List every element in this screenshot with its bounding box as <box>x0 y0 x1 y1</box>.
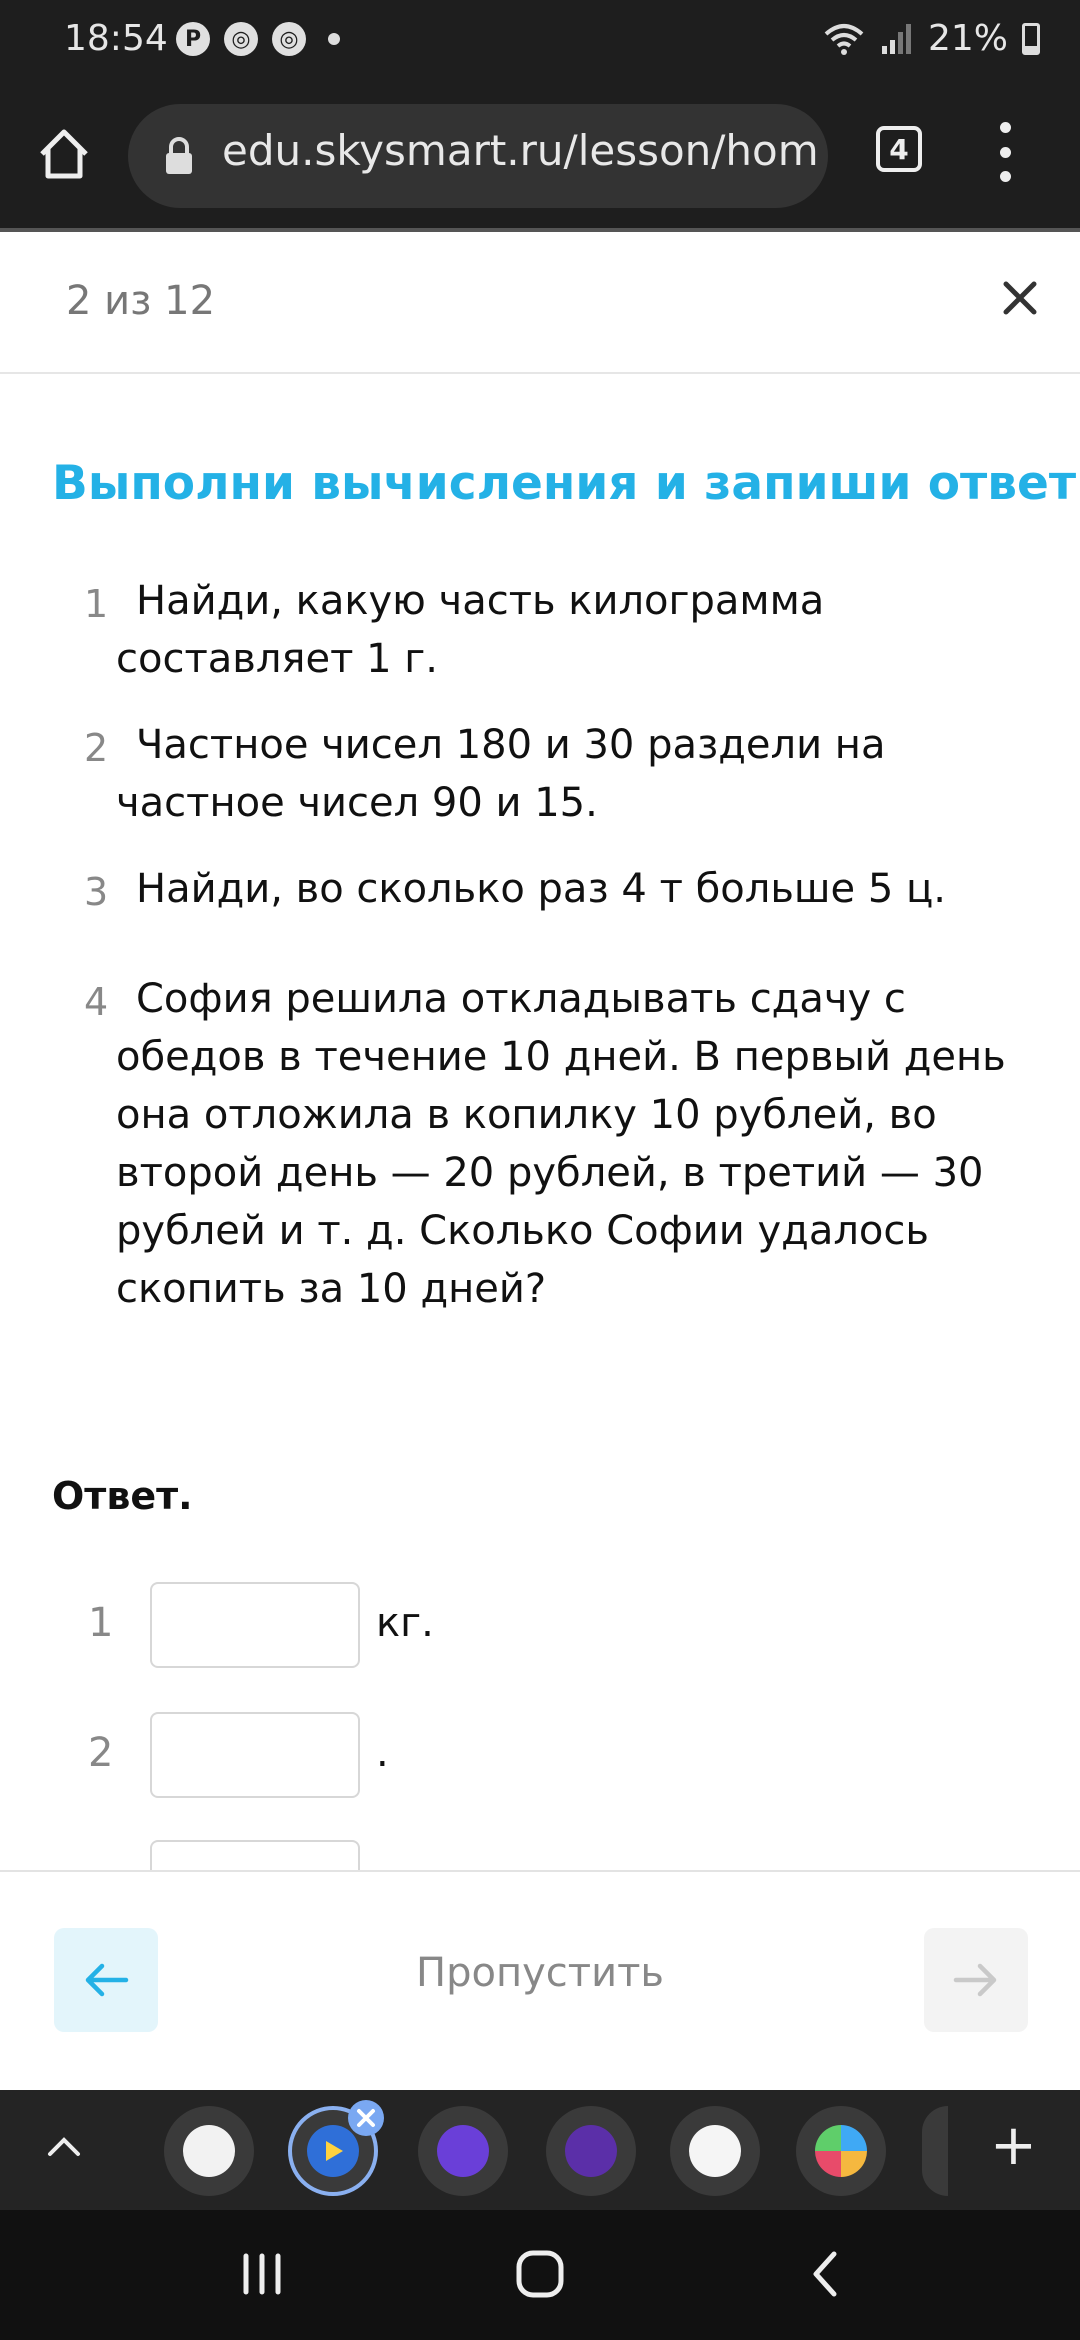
app-icon-list[interactable] <box>418 2106 508 2196</box>
answer-label: Ответ. <box>52 1474 193 1518</box>
task-text: Частное чисел 180 и 30 раздели на частное чисел 90 и 15. <box>116 722 886 826</box>
app-icon-dots[interactable] <box>546 2106 636 2196</box>
app-dock <box>0 2090 1080 2210</box>
status-time: 18:54 <box>64 18 168 59</box>
chevron-up-icon[interactable] <box>44 2126 84 2166</box>
recent-apps-icon[interactable] <box>236 2248 288 2300</box>
close-icon[interactable] <box>998 276 1042 320</box>
tab-switcher-button[interactable]: 4 <box>876 126 922 172</box>
home-button-icon[interactable] <box>514 2248 566 2300</box>
task-title: Выполни вычисления и запиши ответ <box>52 456 1077 511</box>
lock-icon <box>164 136 194 176</box>
url-field[interactable] <box>128 104 828 208</box>
browser-menu-button[interactable] <box>990 122 1020 182</box>
task-list <box>0 572 1080 1346</box>
status-bar <box>0 0 1080 84</box>
task-number: 2 <box>84 726 109 770</box>
close-badge-icon[interactable] <box>346 2098 386 2138</box>
arrow-right-icon <box>952 1962 1000 1998</box>
task-item <box>0 572 1080 688</box>
chrome-icon: ◎ <box>224 22 258 56</box>
answer-unit: кг. <box>376 1600 434 1646</box>
task-item <box>0 970 1080 1318</box>
add-app-icon[interactable]: + <box>990 2113 1037 2178</box>
next-button[interactable] <box>924 1928 1028 2032</box>
back-nav-icon[interactable] <box>800 2248 852 2300</box>
battery-percent: 21% <box>927 18 1008 59</box>
dots-icon <box>565 2125 617 2177</box>
skip-button[interactable]: Пропустить <box>416 1950 664 1996</box>
answer-row <box>0 1582 1080 1672</box>
task-progress: 2 из 12 <box>66 278 216 324</box>
more-notifications-dot-icon <box>328 33 340 45</box>
answer-input-3[interactable] <box>150 1840 360 1870</box>
task-number: 3 <box>84 870 109 914</box>
globe-icon <box>689 2125 741 2177</box>
signal-icon <box>880 22 914 56</box>
answer-input-1[interactable] <box>150 1582 360 1668</box>
lesson-header <box>0 232 1080 374</box>
list-icon <box>437 2125 489 2177</box>
status-right <box>822 18 1040 59</box>
task-item <box>0 716 1080 832</box>
menu-dot-icon <box>1000 171 1011 182</box>
task-number: 4 <box>84 980 109 1024</box>
answer-row <box>0 1712 1080 1802</box>
answer-number: 2 <box>88 1730 114 1776</box>
wifi-icon <box>822 22 866 56</box>
menu-dot-icon <box>1000 122 1011 133</box>
colorful-dots-icon <box>815 2125 867 2177</box>
task-text: София решила откладывать сдачу с обедов в течение 10 дней. В первый день она отложила в копилку 10 рублей, во второй день — 20 рублей, в третий — 30 рублей и т. д. Сколько Софии удалось скопить за 10 дней? <box>116 976 1006 1312</box>
menu-dot-icon <box>1000 147 1011 158</box>
app-icon-partial[interactable] <box>922 2106 948 2196</box>
browser-toolbar <box>0 84 1080 232</box>
home-icon[interactable] <box>34 124 94 184</box>
system-navigation-bar <box>0 2210 1080 2340</box>
answer-number: 1 <box>88 1600 114 1646</box>
url-text: edu.skysmart.ru/lesson/hom <box>222 126 819 175</box>
pinterest-icon: P <box>176 22 210 56</box>
task-number: 1 <box>84 582 109 626</box>
chrome-icon: ◎ <box>272 22 306 56</box>
app-icon-colorful[interactable] <box>796 2106 886 2196</box>
task-item <box>0 860 1080 918</box>
answer-unit: . <box>376 1730 389 1776</box>
hand-icon <box>183 2125 235 2177</box>
battery-icon <box>1022 23 1040 55</box>
answer-input-2[interactable] <box>150 1712 360 1798</box>
task-text: Найди, во сколько раз 4 т больше 5 ц. <box>136 866 946 912</box>
task-text: Найди, какую часть килограмма составляет 1 г. <box>116 578 825 682</box>
lesson-footer <box>0 1870 1080 2092</box>
app-icon-hand[interactable] <box>164 2106 254 2196</box>
notification-icons <box>176 22 340 56</box>
app-icon-globe[interactable] <box>670 2106 760 2196</box>
